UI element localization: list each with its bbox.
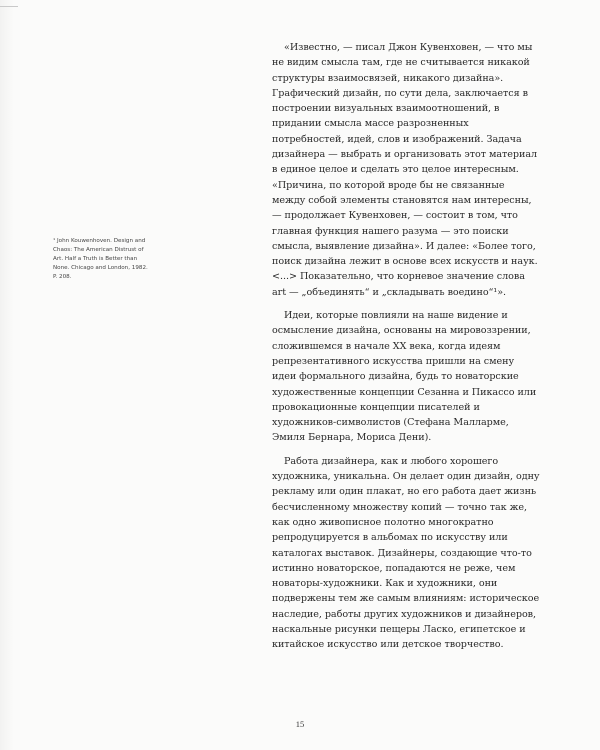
scan-corner-mark (0, 0, 18, 7)
paragraph-1: «Известно, — писал Джон Кувенховен, — что мы не видим смысла там, где не считывается никакой структуры взаимосвязей, никакого дизайна». Графический дизайн, по сути дела, заключается в построении визуальных взаимоотношений, в придании смысла массе разрозненных потребностей, идей, слов и изображений. Задача дизайнера — выбрать и организовать этот материал в единое целое и сделать это целое интересным. «Причина, по которой вроде бы не связанные между собой элементы становятся нам интересны, — продолжает Кувенховен, — состоит в том, что главная функция нашего разума — это поиски смысла, выявление дизайна». И далее: «Более того, поиск дизайна лежит в основе всех искусств и наук. <...> Показательно, что корневое значение слова art — „объединять“ и „складывать воедино“¹». (272, 42, 538, 298)
paragraph-3: Работа дизайнера, как и любого хорошего художника, уникальна. Он делает один дизайн, одну рекламу или один плакат, но его работа дает жизнь бесчисленному множеству копий — точно так же, как одно живописное полотно многократно репродуцируется в альбомах по искусству или каталогах выставок. Дизайнеры, создающие что-то истинно новаторское, попадаются не реже, чем новаторы-художники. Как и художники, они подвержены тем же самым влияниям: историческое наследие, работы других художников и дизайнеров, наскальные рисунки пещеры Ласко, египетское и китайское искусство или детское творчество. (272, 455, 540, 651)
main-text-column (272, 40, 540, 661)
footnote: ¹ John Kouwenhoven. Design and Chaos: The American Distrust of Art. Half a Truth is Better than None. Chicago and London, 1982. P. 208. (53, 238, 148, 280)
page-number: 15 (295, 719, 305, 729)
paragraph-2: Идеи, которые повлияли на наше видение и осмысление дизайна, основаны на мировоззрении, сложившемся в начале XX века, когда идеям репрезентативного искусства пришли на смену идеи формального дизайна, будь то новаторские художественные концепции Сезанна и Пикассо или провокационные концепции писателей и художников-символистов (Стефана Малларме, Эмиля Бернара, Мориса Дени). (272, 310, 537, 444)
